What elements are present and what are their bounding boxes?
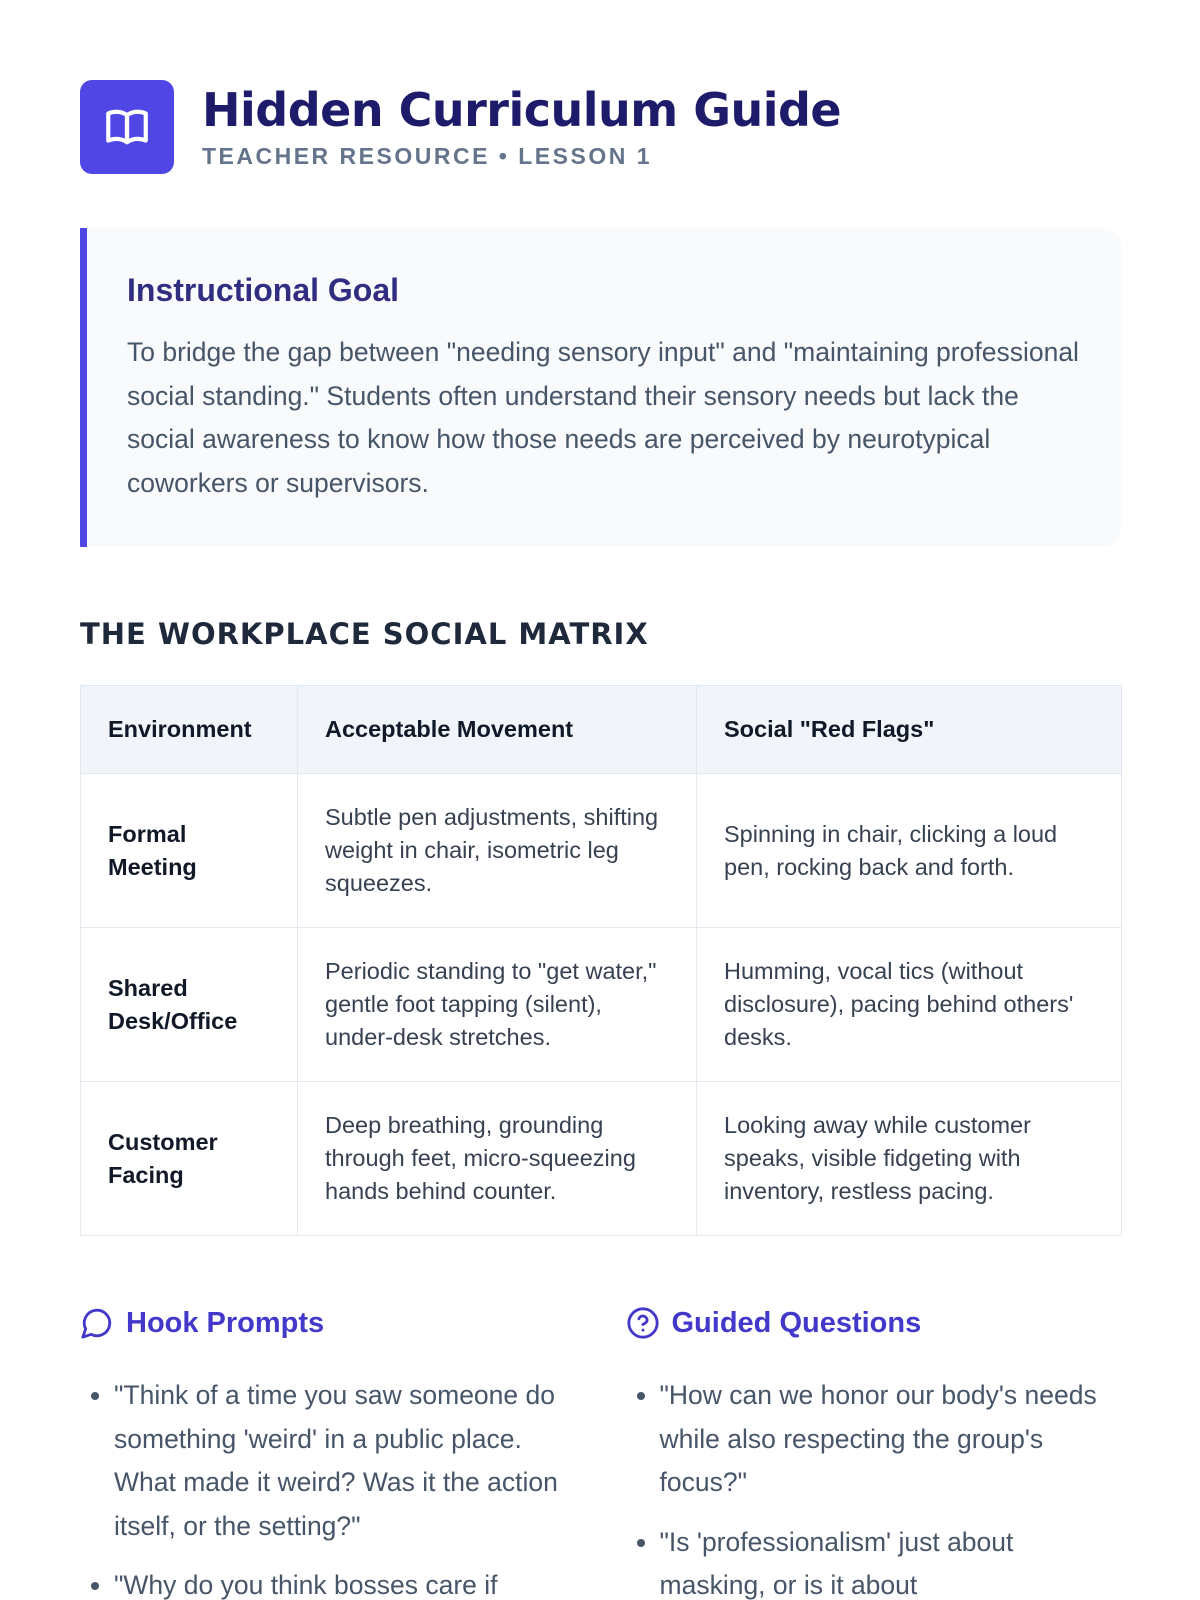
page-title: Hidden Curriculum Guide xyxy=(202,83,842,138)
environment-cell: Customer Facing xyxy=(81,1082,298,1236)
question-circle-icon xyxy=(626,1306,660,1340)
table-row xyxy=(81,774,1122,928)
guided-questions-heading: Guided Questions xyxy=(671,1306,922,1339)
list-item: • "Think of a time you saw someone do something 'weird' in a public place. What made it weird? Was it the action itself, or the setting?" xyxy=(114,1374,576,1548)
table-row xyxy=(81,928,1122,1082)
acceptable-movement-cell: Periodic standing to "get water," gentle foot tapping (silent), under-desk stretches. xyxy=(298,928,697,1082)
guided-questions-list xyxy=(626,1374,1122,1600)
acceptable-movement-cell: Deep breathing, grounding through feet, micro-squeezing hands behind counter. xyxy=(298,1082,697,1236)
list-item: • "Is 'professionalism' just about masking, or is it about xyxy=(660,1521,1122,1600)
column-header-environment: Environment xyxy=(81,686,298,774)
hook-prompts-list xyxy=(80,1374,576,1600)
hook-prompts-section xyxy=(80,1306,576,1600)
table-header-row xyxy=(81,686,1122,774)
column-header-red-flags: Social "Red Flags" xyxy=(697,686,1122,774)
social-matrix-table xyxy=(80,685,1122,1236)
open-book-icon xyxy=(80,80,174,174)
guided-questions-section xyxy=(626,1306,1122,1600)
goal-heading: Instructional Goal xyxy=(127,272,400,308)
matrix-title: THE WORKPLACE SOCIAL MATRIX xyxy=(80,617,649,651)
hook-prompts-header xyxy=(80,1306,576,1340)
red-flags-cell: Humming, vocal tics (without disclosure), pacing behind others' desks. xyxy=(697,928,1122,1082)
column-header-acceptable-movement: Acceptable Movement xyxy=(298,686,697,774)
environment-cell: Shared Desk/Office xyxy=(81,928,298,1082)
red-flags-cell: Looking away while customer speaks, visible fidgeting with inventory, restless pacing. xyxy=(697,1082,1122,1236)
guided-questions-header xyxy=(626,1306,1122,1340)
table-row xyxy=(81,1082,1122,1236)
list-item: • "Why do you think bosses care if xyxy=(114,1564,576,1600)
speech-bubble-icon xyxy=(80,1306,114,1340)
acceptable-movement-cell: Subtle pen adjustments, shifting weight in chair, isometric leg squeezes. xyxy=(298,774,697,928)
instructional-goal-card xyxy=(80,228,1121,547)
header-text xyxy=(202,84,841,170)
hook-prompts-heading: Hook Prompts xyxy=(126,1306,325,1339)
prompt-columns xyxy=(80,1306,1121,1600)
header xyxy=(80,80,1120,174)
page-subtitle: TEACHER RESOURCE • LESSON 1 xyxy=(202,142,652,169)
goal-body: To bridge the gap between "needing sensory input" and "maintaining professional social standing." Students often understand their sensory needs but lack the social awareness to know how those needs are perceived by neurotypical coworkers or supervisors. xyxy=(127,337,1079,498)
environment-cell: Formal Meeting xyxy=(81,774,298,928)
list-item: • "How can we honor our body's needs while also respecting the group's focus?" xyxy=(660,1374,1122,1505)
red-flags-cell: Spinning in chair, clicking a loud pen, rocking back and forth. xyxy=(697,774,1122,928)
